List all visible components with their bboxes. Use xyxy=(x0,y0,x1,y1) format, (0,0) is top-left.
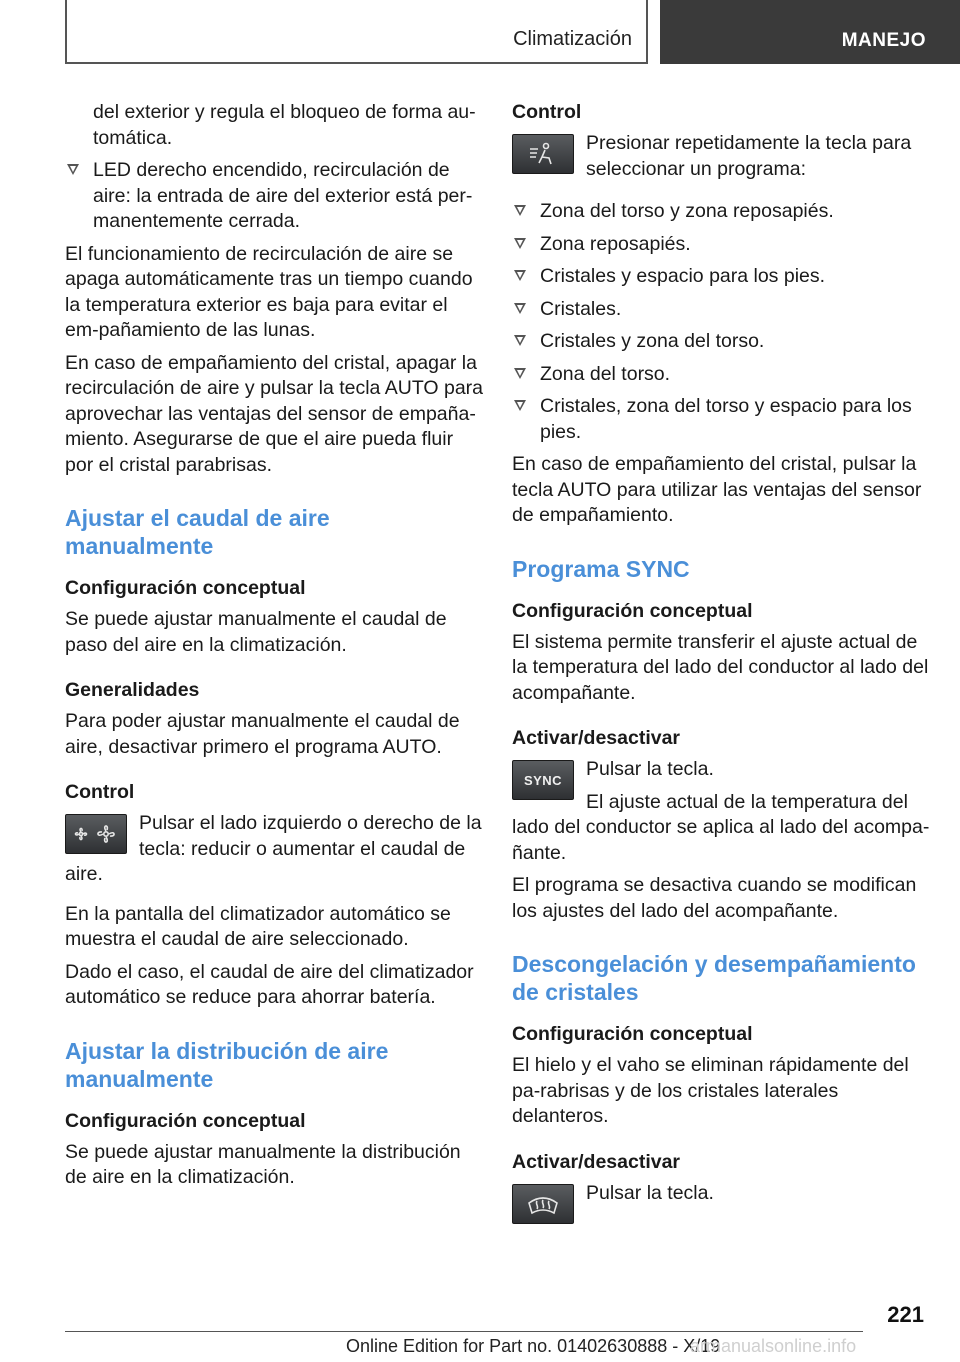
chapter-title: MANEJO xyxy=(841,30,926,51)
page-number: 221 xyxy=(887,1302,924,1327)
sync-button-image xyxy=(512,760,574,800)
triangle-bullet-icon xyxy=(514,400,526,411)
section-heading-sync: Programa SYNC xyxy=(512,555,690,582)
triangle-bullet-icon xyxy=(514,238,526,249)
subheading-toggle: Activar/desactivar xyxy=(512,727,681,749)
paragraph: El sistema permite transferir el ajuste actual de la temperatura del lado del conductor al lado del acompañante. xyxy=(512,630,929,704)
paragraph: Dado el caso, el caudal de aire del climatizador automático se reduce para ahorrar batería. xyxy=(65,960,474,1008)
sync-label: SYNC xyxy=(523,772,563,788)
subheading-control: Control xyxy=(65,781,135,803)
footer-divider xyxy=(65,1331,863,1332)
subheading-concept: Configuración conceptual xyxy=(65,1109,306,1132)
section-title: Climatización xyxy=(513,28,632,50)
right-column xyxy=(512,100,930,1234)
air-distribution-icon xyxy=(526,141,560,167)
subheading-concept: Configuración conceptual xyxy=(512,599,753,622)
paragraph: Se puede ajustar manualmente el caudal de paso del aire en la climatización. xyxy=(65,608,447,656)
left-column xyxy=(65,100,483,1198)
paragraph: En la pantalla del climatizador automático se muestra el caudal de aire seleccionado. xyxy=(65,902,451,950)
control-text: Pulsar la tecla. xyxy=(586,758,714,780)
triangle-bullet-icon xyxy=(514,205,526,216)
list-item: Zona del torso y zona reposapiés. xyxy=(512,199,930,225)
list-item: Zona del torso. xyxy=(512,362,930,388)
fan-icon xyxy=(72,823,120,845)
subheading-concept: Configuración conceptual xyxy=(65,577,306,599)
defrost-button-image xyxy=(512,1184,574,1224)
triangle-bullet-icon xyxy=(514,303,526,314)
triangle-bullet-icon xyxy=(67,164,79,175)
subheading-concept: Configuración conceptual xyxy=(512,1023,753,1045)
paragraph: El hielo y el vaho se eliminan rápidamente del pa-rabrisas y de los cristales laterales delanteros. xyxy=(512,1054,909,1127)
fan-speed-button-image xyxy=(65,814,127,854)
continued-paragraph: del exterior y regula el bloqueo de forma au-tomática. xyxy=(93,101,476,149)
control-block-sync xyxy=(512,757,930,866)
header-chapter-box xyxy=(660,0,960,64)
control-block-defrost xyxy=(512,1181,930,1227)
list-item: Zona reposapiés. xyxy=(512,232,930,258)
paragraph: En caso de empañamiento del cristal, apagar la recirculación de aire y pulsar la tecla AUTO para aprovechar las ventajas del sensor de empaña-miento. Asegurarse de que el aire pueda fluir por el cristal parabrisas. xyxy=(65,351,484,476)
control-text: El ajuste actual de la temperatura del lado del conductor se aplica al lado del acompa-ñante. xyxy=(512,790,930,864)
list-item: Cristales, zona del torso y espacio para los pies. xyxy=(512,394,930,445)
control-block-fan xyxy=(65,811,483,888)
edition-info: Online Edition for Part no. 01402630888 - X/19 xyxy=(346,1336,721,1356)
paragraph: Para poder ajustar manualmente el caudal de aire, desactivar primero el programa AUTO. xyxy=(65,710,460,758)
triangle-bullet-icon xyxy=(514,270,526,281)
paragraph: El funcionamiento de recirculación de aire se apaga automáticamente tras un tiempo cuando la temperatura exterior es baja para evitar el em-pañamiento de las lunas. xyxy=(65,242,473,341)
list-item: Cristales y zona del torso. xyxy=(512,329,930,355)
subheading-control: Control xyxy=(512,101,582,123)
control-block-distribution xyxy=(512,131,930,182)
control-text: Presionar repetidamente la tecla para seleccionar un programa: xyxy=(586,132,912,180)
watermark-text: armanualsonline.info xyxy=(690,1336,857,1356)
list-item: Cristales. xyxy=(512,297,930,323)
triangle-bullet-icon xyxy=(514,368,526,379)
subheading-toggle: Activar/desactivar xyxy=(512,1150,681,1173)
list-item: LED derecho encendido, recirculación de aire: la entrada de aire del exterior está per-manentemente cerrada. xyxy=(65,158,483,235)
subheading-general: Generalidades xyxy=(65,679,200,701)
air-distribution-button-image xyxy=(512,134,574,174)
paragraph: El programa se desactiva cuando se modifican los ajustes del lado del acompañante. xyxy=(512,874,917,922)
control-text: Pulsar el lado izquierdo o derecho de la tecla: reducir o aumentar el caudal de aire. xyxy=(65,812,482,885)
section-heading-defrost: Descongelación y desempañamiento de cristales xyxy=(512,951,916,1005)
paragraph: Se puede ajustar manualmente la distribución de aire en la climatización. xyxy=(65,1140,461,1188)
section-heading-air-flow: Ajustar el caudal de aire manualmente xyxy=(65,505,330,559)
paragraph: En caso de empañamiento del cristal, pulsar la tecla AUTO para utilizar las ventajas del sensor de empañamiento. xyxy=(512,453,922,526)
header-section-box xyxy=(65,0,648,64)
list-item: Cristales y espacio para los pies. xyxy=(512,264,930,290)
section-heading-air-distribution: Ajustar la distribución de aire manualmente xyxy=(65,1037,389,1092)
control-text: Pulsar la tecla. xyxy=(586,1181,714,1204)
windshield-defrost-icon xyxy=(526,1191,560,1217)
triangle-bullet-icon xyxy=(514,335,526,346)
